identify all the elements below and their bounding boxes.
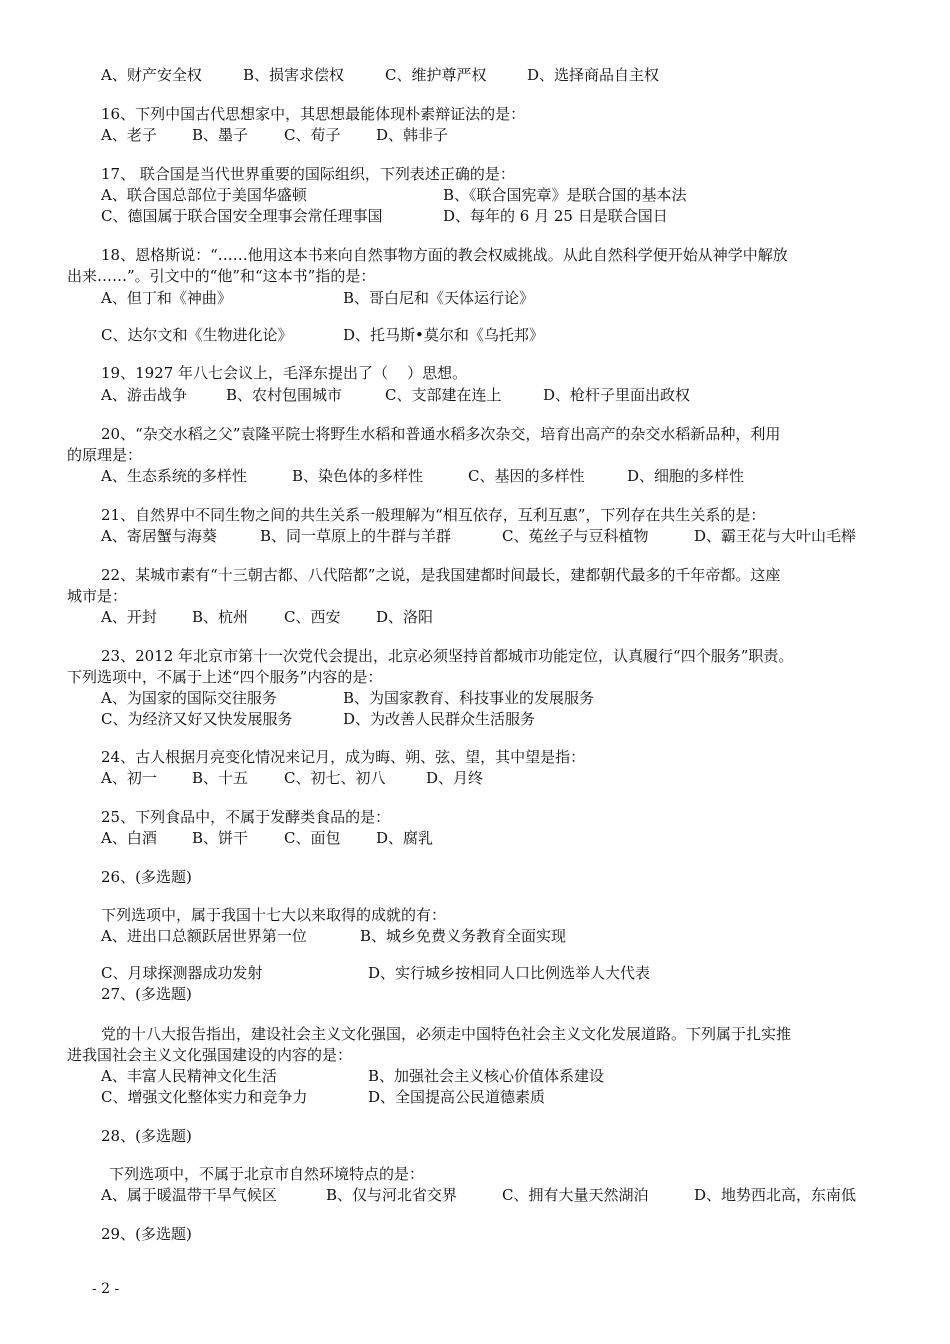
option-b: B、为国家教育、科技事业的发展服务	[343, 689, 595, 707]
option-b: B、墨子	[192, 126, 249, 144]
option-a: A、丰富人民精神文化生活	[101, 1067, 277, 1085]
option-a: A、属于暖温带干旱气候区	[101, 1186, 277, 1204]
option-b: B、农村包围城市	[226, 386, 343, 404]
option-b: B、饼干	[192, 829, 249, 847]
option-c: C、增强文化整体实力和竞争力	[101, 1088, 308, 1106]
option-c: C、西安	[284, 608, 341, 626]
option-a: A、进出口总额跃居世界第一位	[101, 927, 307, 945]
option-c: C、维护尊严权	[385, 66, 487, 84]
option-d: D、枪杆子里面出政权	[543, 386, 691, 404]
option-b: B、仅与河北省交界	[326, 1186, 458, 1204]
option-d: D、细胞的多样性	[627, 467, 745, 485]
option-c: C、初七、初八	[284, 769, 386, 787]
page-number: - 2 -	[92, 1281, 120, 1297]
question-stem: 22、某城市素有“十三朝古都、八代陪都”之说，是我国建都时间最长，建都朝代最多的千年帝都。这座	[101, 566, 781, 584]
question-stem: 下列选项中，不属于北京市自然环境特点的是：	[109, 1165, 425, 1183]
option-a: A、但丁和《神曲》	[101, 289, 232, 307]
option-b: B、城乡免费义务教育全面实现	[360, 927, 567, 945]
option-c: C、德国属于联合国安全理事会常任理事国	[101, 207, 383, 225]
option-c: C、基因的多样性	[468, 467, 585, 485]
question-header: 27、(多选题)	[101, 985, 192, 1003]
option-a: A、财产安全权	[101, 66, 202, 84]
question-stem-continued: 的原理是：	[67, 446, 143, 464]
option-b: B、同一草原上的牛群与羊群	[260, 527, 452, 545]
option-d: D、腐乳	[376, 829, 434, 847]
question-header: 29、(多选题)	[101, 1225, 192, 1243]
question-header: 26、(多选题)	[101, 868, 192, 886]
question-stem: 24、古人根据月亮变化情况来记月，成为晦、朔、弦、望，其中望是指：	[101, 748, 586, 766]
option-c: C、面包	[284, 829, 341, 847]
option-b: B、杭州	[192, 608, 249, 626]
question-stem: 17、 联合国是当代世界重要的国际组织，下列表述正确的是：	[101, 165, 515, 183]
option-a: A、寄居蟹与海葵	[101, 527, 217, 545]
question-stem: 25、下列食品中，不属于发酵类食品的是：	[101, 808, 391, 826]
option-a: A、白酒	[101, 829, 157, 847]
option-a: A、老子	[101, 126, 157, 144]
option-d: D、地势西北高，东南低	[694, 1186, 857, 1204]
option-d: D、月终	[426, 769, 484, 787]
option-d: D、实行城乡按相同人口比例选举人大代表	[368, 964, 651, 982]
option-a: A、生态系统的多样性	[101, 467, 247, 485]
option-b: B、十五	[192, 769, 249, 787]
option-a: A、初一	[101, 769, 157, 787]
question-stem-continued: 下列选项中，不属于上述“四个服务”内容的是：	[67, 668, 383, 686]
option-d: D、选择商品自主权	[527, 66, 660, 84]
question-stem-continued: 出来……”。引文中的“他”和“这本书”指的是：	[67, 267, 376, 285]
option-c: C、拥有大量天然湖泊	[502, 1186, 649, 1204]
question-stem: 23、2012 年北京市第十一次党代会提出，北京必须坚持首都城市功能定位，认真履行“四个服务”职责。	[101, 647, 794, 665]
question-stem: 党的十八大报告指出，建设社会主义文化强国，必须走中国特色社会主义文化发展道路。下列属于扎实推	[101, 1025, 792, 1043]
option-b: B、加强社会主义核心价值体系建设	[368, 1067, 605, 1085]
option-b: B、哥白尼和《天体运行论》	[343, 289, 535, 307]
option-c: C、达尔文和《生物进化论》	[101, 326, 293, 344]
option-c: C、月球探测器成功发射	[101, 964, 263, 982]
option-d: D、全国提高公民道德素质	[368, 1088, 546, 1106]
option-d: D、为改善人民群众生活服务	[343, 710, 536, 728]
option-a: A、为国家的国际交往服务	[101, 689, 277, 707]
option-a: A、开封	[101, 608, 157, 626]
option-c: C、为经济又好又快发展服务	[101, 710, 293, 728]
option-b: B、染色体的多样性	[292, 467, 424, 485]
option-a: A、联合国总部位于美国华盛顿	[101, 186, 307, 204]
option-d: D、霸王花与大叶山毛榉	[694, 527, 857, 545]
question-stem: 21、自然界中不同生物之间的共生关系一般理解为“相互依存，互利互惠”，下列存在共生关系的是：	[101, 506, 766, 524]
question-stem: 下列选项中，属于我国十七大以来取得的成就的有：	[101, 906, 447, 924]
option-d: D、每年的 6 月 25 日是联合国日	[443, 207, 668, 225]
question-header: 28、(多选题)	[101, 1127, 192, 1145]
option-d: D、韩非子	[376, 126, 449, 144]
option-c: C、支部建在连上	[385, 386, 502, 404]
option-b: B、《联合国宪章》是联合国的基本法	[443, 186, 687, 204]
option-b: B、损害求偿权	[243, 66, 345, 84]
question-stem-continued: 城市是：	[67, 587, 128, 605]
question-stem-continued: 进我国社会主义文化强国建设的内容的是：	[67, 1046, 353, 1064]
question-stem: 18、恩格斯说：“……他用这本书来向自然事物方面的教会权威挑战。从此自然科学便开始从神学中解放	[101, 246, 788, 264]
option-c: C、荀子	[284, 126, 341, 144]
option-c: C、菟丝子与豆科植物	[502, 527, 649, 545]
question-stem: 16、下列中国古代思想家中，其思想最能体现朴素辩证法的是：	[101, 105, 526, 123]
option-d: D、洛阳	[376, 608, 434, 626]
question-stem: 19、1927 年八七会议上，毛泽东提出了（ ）思想。	[101, 364, 468, 382]
option-a: A、游击战争	[101, 386, 187, 404]
option-d: D、托马斯•莫尔和《乌托邦》	[343, 326, 544, 344]
question-stem: 20、“杂交水稻之父”袁隆平院士将野生水稻和普通水稻多次杂交，培育出高产的杂交水稻新品种，利用	[101, 425, 781, 443]
